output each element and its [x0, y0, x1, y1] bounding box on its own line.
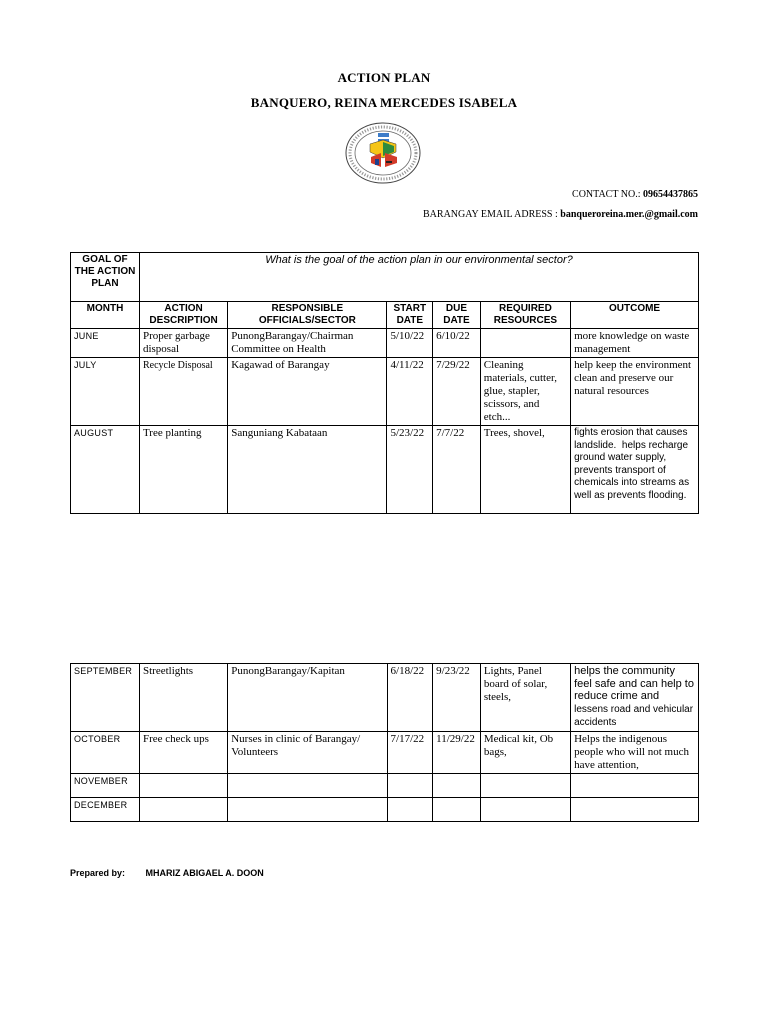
month-cell: OCTOBER	[71, 731, 140, 773]
email-label: BARANGAY EMAIL ADRESS :	[423, 209, 558, 220]
start-cell: 7/17/22	[387, 731, 433, 773]
goal-row	[71, 253, 699, 302]
start-cell: 5/10/22	[387, 329, 433, 358]
barangay-email	[423, 209, 698, 220]
document-title: ACTION PLAN	[337, 70, 431, 85]
month-cell: JULY	[71, 358, 140, 426]
outcome-cell: more knowledge on waste management	[571, 329, 699, 358]
col-action: ACTION DESCRIPTION	[139, 302, 227, 329]
action-plan-table-bottom	[70, 663, 699, 822]
responsible-cell: PunongBarangay/Kapitan	[228, 664, 387, 732]
prepared-by	[70, 868, 264, 878]
outcome-part-b: helps recharge ground water supply, prevents transport of chemicals into streams as well as prevents flooding.	[574, 439, 690, 501]
resources-cell	[480, 773, 570, 797]
table-row	[71, 426, 699, 514]
person-name: BANQUERO, REINA MERCEDES ISABELA	[250, 95, 518, 110]
col-month: MONTH	[71, 302, 140, 329]
outcome-part-b: lessens road and vehicular accidents	[574, 703, 694, 728]
resources-cell	[480, 797, 570, 821]
start-cell: 4/11/22	[387, 358, 433, 426]
prepared-label: Prepared by:	[70, 868, 126, 878]
due-cell	[433, 773, 481, 797]
start-cell: 6/18/22	[387, 664, 433, 732]
start-cell: 5/23/22	[387, 426, 433, 514]
due-cell	[433, 797, 481, 821]
goal-label: GOAL OF THE ACTION PLAN	[71, 253, 140, 302]
outcome-part-a: helps the community feel safe and can help to reduce crime and	[574, 665, 694, 702]
action-cell: Recycle Disposal	[139, 358, 227, 426]
start-cell	[387, 773, 433, 797]
outcome-cell: Helps the indigenous people who will not much have attention,	[571, 731, 699, 773]
resources-cell: Medical kit, Ob bags,	[480, 731, 570, 773]
outcome-cell	[571, 664, 699, 732]
outcome-cell: help keep the environment clean and preserve our natural resources	[571, 358, 699, 426]
resources-cell: Cleaning materials, cutter, glue, stapler, scissors, and etch...	[480, 358, 570, 426]
due-cell: 6/10/22	[433, 329, 481, 358]
col-outcome: OUTCOME	[571, 302, 699, 329]
table-row	[71, 773, 699, 797]
due-cell: 11/29/22	[433, 731, 481, 773]
action-cell: Streetlights	[139, 664, 227, 732]
outcome-cell	[571, 797, 699, 821]
col-start: START DATE	[387, 302, 433, 329]
action-cell: Free check ups	[139, 731, 227, 773]
responsible-cell: PunongBarangay/Chairman Committee on Health	[228, 329, 387, 358]
contact-number	[572, 189, 698, 200]
responsible-cell: Sanguniang Kabataan	[228, 426, 387, 514]
table-row	[71, 664, 699, 732]
contact-value: 09654437865	[643, 189, 698, 200]
due-cell: 7/29/22	[433, 358, 481, 426]
responsible-cell	[228, 797, 387, 821]
month-cell: AUGUST	[71, 426, 140, 514]
action-cell: Tree planting	[139, 426, 227, 514]
column-header-row	[71, 302, 699, 329]
table-row	[71, 358, 699, 426]
month-cell: NOVEMBER	[71, 773, 140, 797]
start-cell	[387, 797, 433, 821]
col-responsible: RESPONSIBLE OFFICIALS/SECTOR	[228, 302, 387, 329]
table-row	[71, 329, 699, 358]
responsible-cell	[228, 773, 387, 797]
table-row	[71, 731, 699, 773]
resources-cell: Lights, Panel board of solar, steels,	[480, 664, 570, 732]
action-cell	[139, 773, 227, 797]
outcome-cell	[571, 773, 699, 797]
barangay-seal-icon	[344, 122, 422, 184]
goal-question: What is the goal of the action plan in our environmental sector?	[139, 253, 698, 302]
month-cell: SEPTEMBER	[71, 664, 140, 732]
resources-cell: Trees, shovel,	[480, 426, 570, 514]
due-cell: 9/23/22	[433, 664, 481, 732]
action-cell	[139, 797, 227, 821]
due-cell: 7/7/22	[433, 426, 481, 514]
resources-cell	[480, 329, 570, 358]
prepared-name: MHARIZ ABIGAEL A. DOON	[145, 868, 264, 878]
col-due: DUE DATE	[433, 302, 481, 329]
responsible-cell: Nurses in clinic of Barangay/ Volunteers	[228, 731, 387, 773]
month-cell: DECEMBER	[71, 797, 140, 821]
outcome-cell	[571, 426, 699, 514]
action-cell: Proper garbage disposal	[139, 329, 227, 358]
email-value: banqueroreina.mer.@gmail.com	[560, 209, 698, 220]
month-cell: JUNE	[71, 329, 140, 358]
col-resources: REQUIRED RESOURCES	[480, 302, 570, 329]
contact-label: CONTACT NO.:	[572, 189, 641, 200]
responsible-cell: Kagawad of Barangay	[228, 358, 387, 426]
action-plan-table-top	[70, 252, 699, 514]
outcome-part-a: fights erosion that causes landslide.	[574, 427, 688, 451]
table-row	[71, 797, 699, 821]
